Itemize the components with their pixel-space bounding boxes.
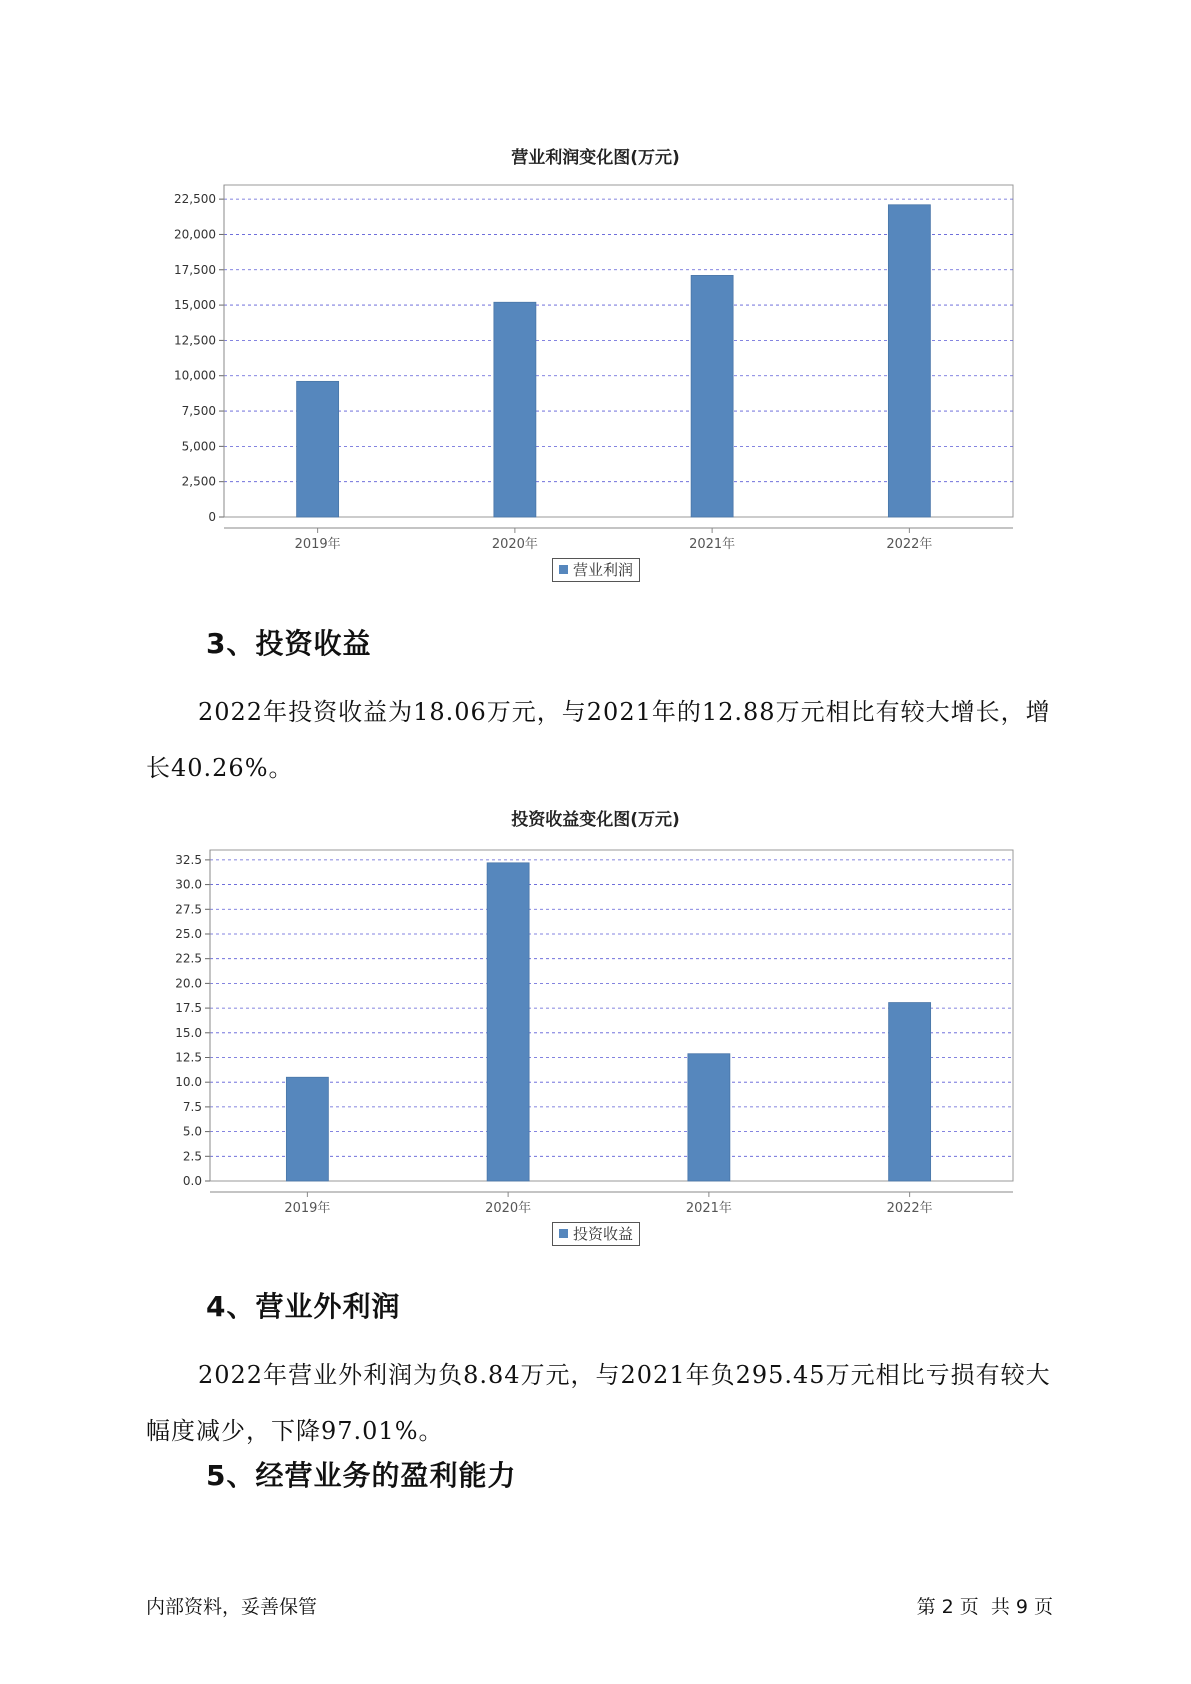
y-tick-label: 5.0: [182, 1124, 202, 1139]
y-tick-label: 20.0: [175, 976, 202, 991]
bar: [889, 1003, 931, 1181]
chart-title-operating-profit: 营业利润变化图(万元): [511, 148, 680, 168]
y-tick-label: 25.0: [175, 926, 202, 941]
bar: [487, 863, 529, 1181]
paragraph-investment-income: 2022年投资收益为18.06万元，与2021年的12.88万元相比有较大增长，增长40.26%。: [146, 698, 1051, 782]
legend-label: 投资收益: [573, 1225, 634, 1243]
legend-label: 营业利润: [573, 561, 634, 579]
chart-title-investment-income: 投资收益变化图(万元): [511, 810, 680, 830]
y-tick-label: 12,500: [174, 333, 216, 348]
bar: [286, 1077, 328, 1181]
x-tick-label: 2020年: [491, 537, 538, 552]
y-tick-label: 22,500: [174, 192, 216, 207]
x-tick-label: 2019年: [284, 1201, 331, 1216]
section-heading-investment-income: 3、投资收益: [206, 627, 372, 660]
y-tick-label: 15,000: [174, 298, 216, 313]
y-tick-label: 0.0: [182, 1174, 202, 1188]
bar: [688, 1054, 730, 1181]
x-tick-label: 2021年: [689, 537, 736, 552]
y-tick-label: 12.5: [175, 1050, 202, 1065]
footer-page-number: 第 2 页 共 9 页: [916, 1596, 1053, 1618]
footer-confidential-note: 内部资料，妥善保管: [146, 1596, 318, 1618]
paragraph-non-operating-profit: 2022年营业外利润为负8.84万元，与2021年负295.45万元相比亏损有较大幅度减少，下降97.01%。: [146, 1361, 1051, 1445]
x-tick-label: 2022年: [886, 1201, 933, 1216]
y-tick-label: 27.5: [175, 902, 202, 917]
x-tick-label: 2021年: [685, 1201, 732, 1216]
y-tick-label: 15.0: [175, 1025, 202, 1040]
legend-swatch: [559, 1229, 568, 1238]
y-tick-label: 17.5: [175, 1001, 202, 1016]
y-tick-label: 20,000: [174, 227, 216, 242]
y-tick-label: 10,000: [174, 368, 216, 383]
y-tick-label: 5,000: [181, 439, 216, 454]
y-tick-label: 7,500: [181, 404, 216, 419]
y-tick-label: 0: [208, 510, 216, 524]
section-heading-non-operating-profit: 4、营业外利润: [206, 1290, 401, 1323]
y-tick-label: 2,500: [181, 474, 216, 489]
y-tick-label: 30.0: [175, 877, 202, 892]
x-tick-label: 2019年: [294, 537, 341, 552]
legend-investment-income: [552, 1222, 640, 1246]
y-tick-label: 32.5: [175, 852, 202, 867]
y-tick-label: 2.5: [182, 1149, 202, 1164]
section-heading-business-profitability: 5、经营业务的盈利能力: [206, 1459, 517, 1492]
y-tick-label: 7.5: [182, 1099, 202, 1114]
x-tick-label: 2022年: [886, 537, 933, 552]
y-tick-label: 22.5: [175, 951, 202, 966]
x-tick-label: 2020年: [485, 1201, 532, 1216]
y-tick-label: 10.0: [175, 1075, 202, 1090]
y-tick-label: 17,500: [174, 262, 216, 277]
